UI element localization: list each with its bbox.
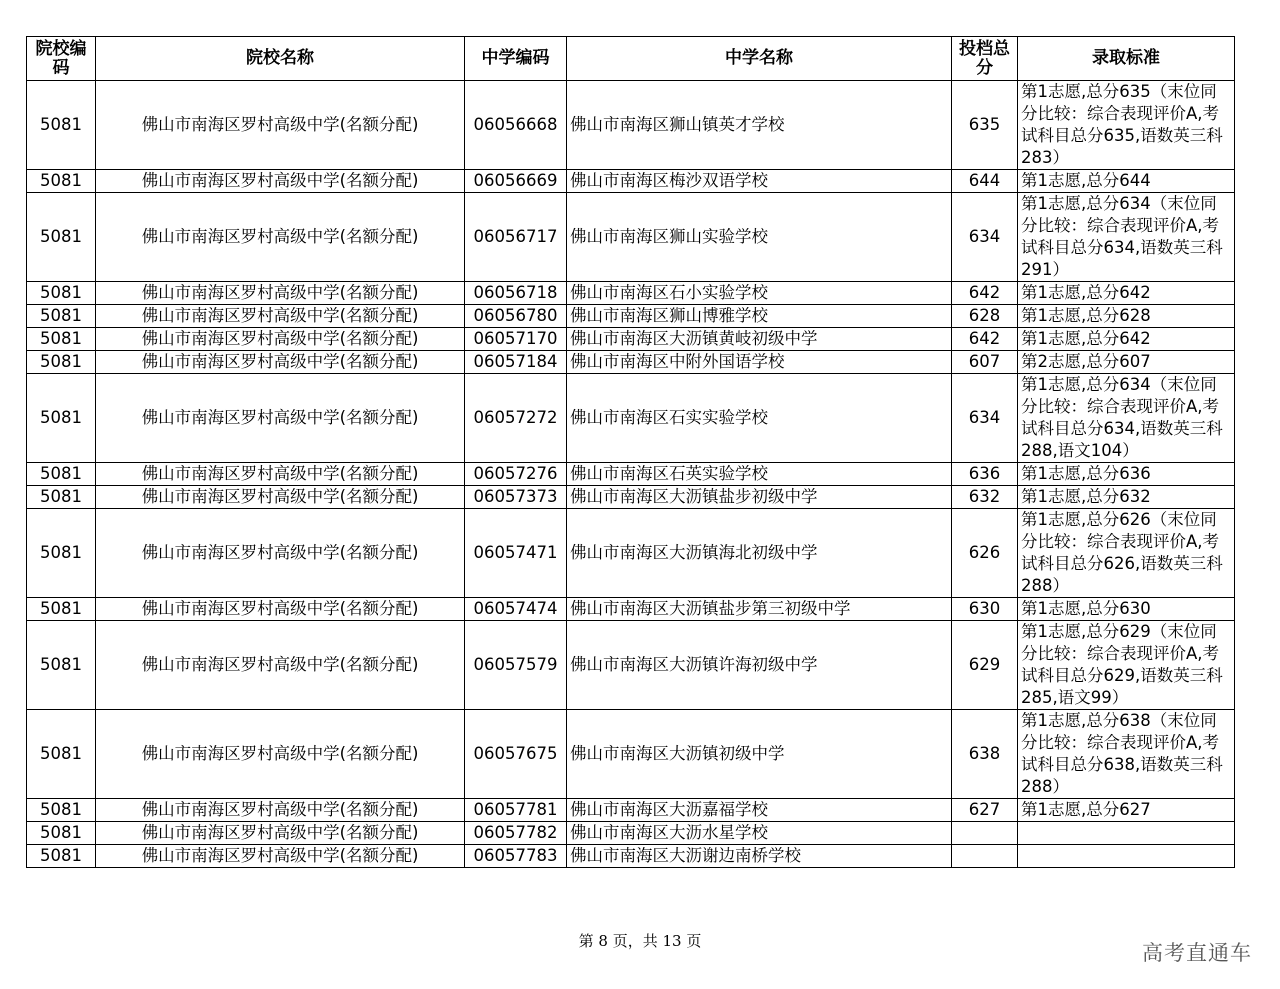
page-footer: 第 8 页，共 13 页: [578, 932, 702, 950]
cell-school-code: 06057782: [465, 822, 567, 845]
cell-criteria: 第1志愿,总分638（末位同分比较：综合表现评价A,考试科目总分638,语数英三科288）: [1018, 710, 1235, 799]
cell-school-name: 佛山市南海区石实实验学校: [567, 374, 952, 463]
cell-college-name: 佛山市南海区罗村高级中学(名额分配): [96, 710, 465, 799]
table-header-row: [27, 37, 1235, 81]
cell-college-code: 5081: [27, 509, 96, 598]
cell-college-code: 5081: [27, 799, 96, 822]
cell-criteria: 第1志愿,总分634（末位同分比较：综合表现评价A,考试科目总分634,语数英三科288,语文104）: [1018, 374, 1235, 463]
cell-school-name: 佛山市南海区狮山博雅学校: [567, 305, 952, 328]
cell-total-score: 629: [952, 621, 1018, 710]
cell-school-code: 06056717: [465, 193, 567, 282]
cell-college-code: 5081: [27, 193, 96, 282]
header-college-name: 院校名称: [96, 37, 465, 81]
cell-school-code: 06057781: [465, 799, 567, 822]
cell-total-score: 630: [952, 598, 1018, 621]
cell-college-code: 5081: [27, 822, 96, 845]
cell-school-code: 06057184: [465, 351, 567, 374]
table-row: [27, 463, 1235, 486]
cell-school-name: 佛山市南海区大沥谢边南桥学校: [567, 845, 952, 868]
cell-total-score: 626: [952, 509, 1018, 598]
cell-school-name: 佛山市南海区中附外国语学校: [567, 351, 952, 374]
cell-criteria: [1018, 822, 1235, 845]
cell-school-code: 06057373: [465, 486, 567, 509]
cell-college-code: 5081: [27, 710, 96, 799]
cell-criteria: 第1志愿,总分635（末位同分比较：综合表现评价A,考试科目总分635,语数英三科283）: [1018, 81, 1235, 170]
cell-school-name: 佛山市南海区大沥镇许海初级中学: [567, 621, 952, 710]
cell-college-code: 5081: [27, 598, 96, 621]
cell-total-score: [952, 822, 1018, 845]
cell-total-score: 607: [952, 351, 1018, 374]
cell-school-name: 佛山市南海区狮山镇英才学校: [567, 81, 952, 170]
table-body: [27, 81, 1235, 868]
cell-total-score: [952, 845, 1018, 868]
table-row: [27, 351, 1235, 374]
cell-total-score: 632: [952, 486, 1018, 509]
cell-criteria: 第1志愿,总分627: [1018, 799, 1235, 822]
cell-school-code: 06056780: [465, 305, 567, 328]
cell-school-code: 06057474: [465, 598, 567, 621]
cell-criteria: 第1志愿,总分636: [1018, 463, 1235, 486]
cell-college-code: 5081: [27, 374, 96, 463]
cell-total-score: 634: [952, 193, 1018, 282]
cell-college-name: 佛山市南海区罗村高级中学(名额分配): [96, 193, 465, 282]
cell-criteria: 第1志愿,总分628: [1018, 305, 1235, 328]
watermark: 高考直通车: [1142, 941, 1252, 965]
cell-school-name: 佛山市南海区大沥镇盐步初级中学: [567, 486, 952, 509]
cell-school-code: 06057579: [465, 621, 567, 710]
cell-college-name: 佛山市南海区罗村高级中学(名额分配): [96, 598, 465, 621]
table-row: [27, 328, 1235, 351]
cell-school-code: 06056668: [465, 81, 567, 170]
cell-school-code: 06057276: [465, 463, 567, 486]
header-school-code: 中学编码: [465, 37, 567, 81]
table-row: [27, 598, 1235, 621]
cell-college-code: 5081: [27, 282, 96, 305]
table-row: [27, 621, 1235, 710]
cell-total-score: 627: [952, 799, 1018, 822]
cell-college-name: 佛山市南海区罗村高级中学(名额分配): [96, 799, 465, 822]
cell-school-name: 佛山市南海区大沥镇海北初级中学: [567, 509, 952, 598]
cell-total-score: 628: [952, 305, 1018, 328]
table-row: [27, 170, 1235, 193]
table-row: [27, 282, 1235, 305]
cell-college-name: 佛山市南海区罗村高级中学(名额分配): [96, 509, 465, 598]
cell-school-code: 06056718: [465, 282, 567, 305]
cell-criteria: 第1志愿,总分632: [1018, 486, 1235, 509]
cell-total-score: 636: [952, 463, 1018, 486]
table-row: [27, 845, 1235, 868]
cell-school-name: 佛山市南海区大沥镇初级中学: [567, 710, 952, 799]
cell-college-code: 5081: [27, 328, 96, 351]
cell-college-name: 佛山市南海区罗村高级中学(名额分配): [96, 374, 465, 463]
cell-college-code: 5081: [27, 305, 96, 328]
table-row: [27, 374, 1235, 463]
header-college-code: 院校编码: [27, 37, 96, 81]
cell-school-code: 06057170: [465, 328, 567, 351]
cell-school-name: 佛山市南海区大沥镇盐步第三初级中学: [567, 598, 952, 621]
cell-college-name: 佛山市南海区罗村高级中学(名额分配): [96, 305, 465, 328]
cell-criteria: 第1志愿,总分634（末位同分比较：综合表现评价A,考试科目总分634,语数英三科291）: [1018, 193, 1235, 282]
cell-college-name: 佛山市南海区罗村高级中学(名额分配): [96, 621, 465, 710]
cell-college-code: 5081: [27, 170, 96, 193]
cell-college-name: 佛山市南海区罗村高级中学(名额分配): [96, 170, 465, 193]
cell-criteria: 第1志愿,总分629（末位同分比较：综合表现评价A,考试科目总分629,语数英三科285,语文99）: [1018, 621, 1235, 710]
cell-criteria: 第1志愿,总分642: [1018, 328, 1235, 351]
cell-school-code: 06057272: [465, 374, 567, 463]
cell-college-name: 佛山市南海区罗村高级中学(名额分配): [96, 463, 465, 486]
cell-school-name: 佛山市南海区石小实验学校: [567, 282, 952, 305]
header-school-name: 中学名称: [567, 37, 952, 81]
cell-school-code: 06057783: [465, 845, 567, 868]
header-criteria: 录取标准: [1018, 37, 1235, 81]
admission-table: [26, 36, 1235, 868]
cell-college-code: 5081: [27, 621, 96, 710]
cell-criteria: [1018, 845, 1235, 868]
cell-college-name: 佛山市南海区罗村高级中学(名额分配): [96, 328, 465, 351]
table-row: [27, 710, 1235, 799]
cell-college-name: 佛山市南海区罗村高级中学(名额分配): [96, 81, 465, 170]
cell-school-name: 佛山市南海区大沥嘉福学校: [567, 799, 952, 822]
cell-school-code: 06057471: [465, 509, 567, 598]
cell-criteria: 第1志愿,总分626（末位同分比较：综合表现评价A,考试科目总分626,语数英三科288）: [1018, 509, 1235, 598]
cell-college-code: 5081: [27, 486, 96, 509]
cell-college-code: 5081: [27, 351, 96, 374]
cell-total-score: 644: [952, 170, 1018, 193]
table-row: [27, 509, 1235, 598]
cell-college-code: 5081: [27, 463, 96, 486]
cell-college-name: 佛山市南海区罗村高级中学(名额分配): [96, 351, 465, 374]
cell-criteria: 第2志愿,总分607: [1018, 351, 1235, 374]
table-row: [27, 486, 1235, 509]
cell-college-code: 5081: [27, 81, 96, 170]
cell-criteria: 第1志愿,总分630: [1018, 598, 1235, 621]
cell-total-score: 635: [952, 81, 1018, 170]
cell-total-score: 642: [952, 328, 1018, 351]
cell-college-code: 5081: [27, 845, 96, 868]
cell-criteria: 第1志愿,总分642: [1018, 282, 1235, 305]
cell-criteria: 第1志愿,总分644: [1018, 170, 1235, 193]
cell-total-score: 634: [952, 374, 1018, 463]
cell-school-name: 佛山市南海区石英实验学校: [567, 463, 952, 486]
table-row: [27, 81, 1235, 170]
header-total-score: 投档总分: [952, 37, 1018, 81]
table-row: [27, 799, 1235, 822]
cell-school-code: 06056669: [465, 170, 567, 193]
cell-school-name: 佛山市南海区大沥镇黄岐初级中学: [567, 328, 952, 351]
cell-college-name: 佛山市南海区罗村高级中学(名额分配): [96, 486, 465, 509]
cell-school-name: 佛山市南海区大沥水星学校: [567, 822, 952, 845]
table-row: [27, 193, 1235, 282]
cell-total-score: 638: [952, 710, 1018, 799]
cell-school-name: 佛山市南海区狮山实验学校: [567, 193, 952, 282]
cell-college-name: 佛山市南海区罗村高级中学(名额分配): [96, 822, 465, 845]
cell-college-name: 佛山市南海区罗村高级中学(名额分配): [96, 282, 465, 305]
table-row: [27, 822, 1235, 845]
cell-total-score: 642: [952, 282, 1018, 305]
cell-college-name: 佛山市南海区罗村高级中学(名额分配): [96, 845, 465, 868]
cell-school-name: 佛山市南海区梅沙双语学校: [567, 170, 952, 193]
table-row: [27, 305, 1235, 328]
cell-school-code: 06057675: [465, 710, 567, 799]
